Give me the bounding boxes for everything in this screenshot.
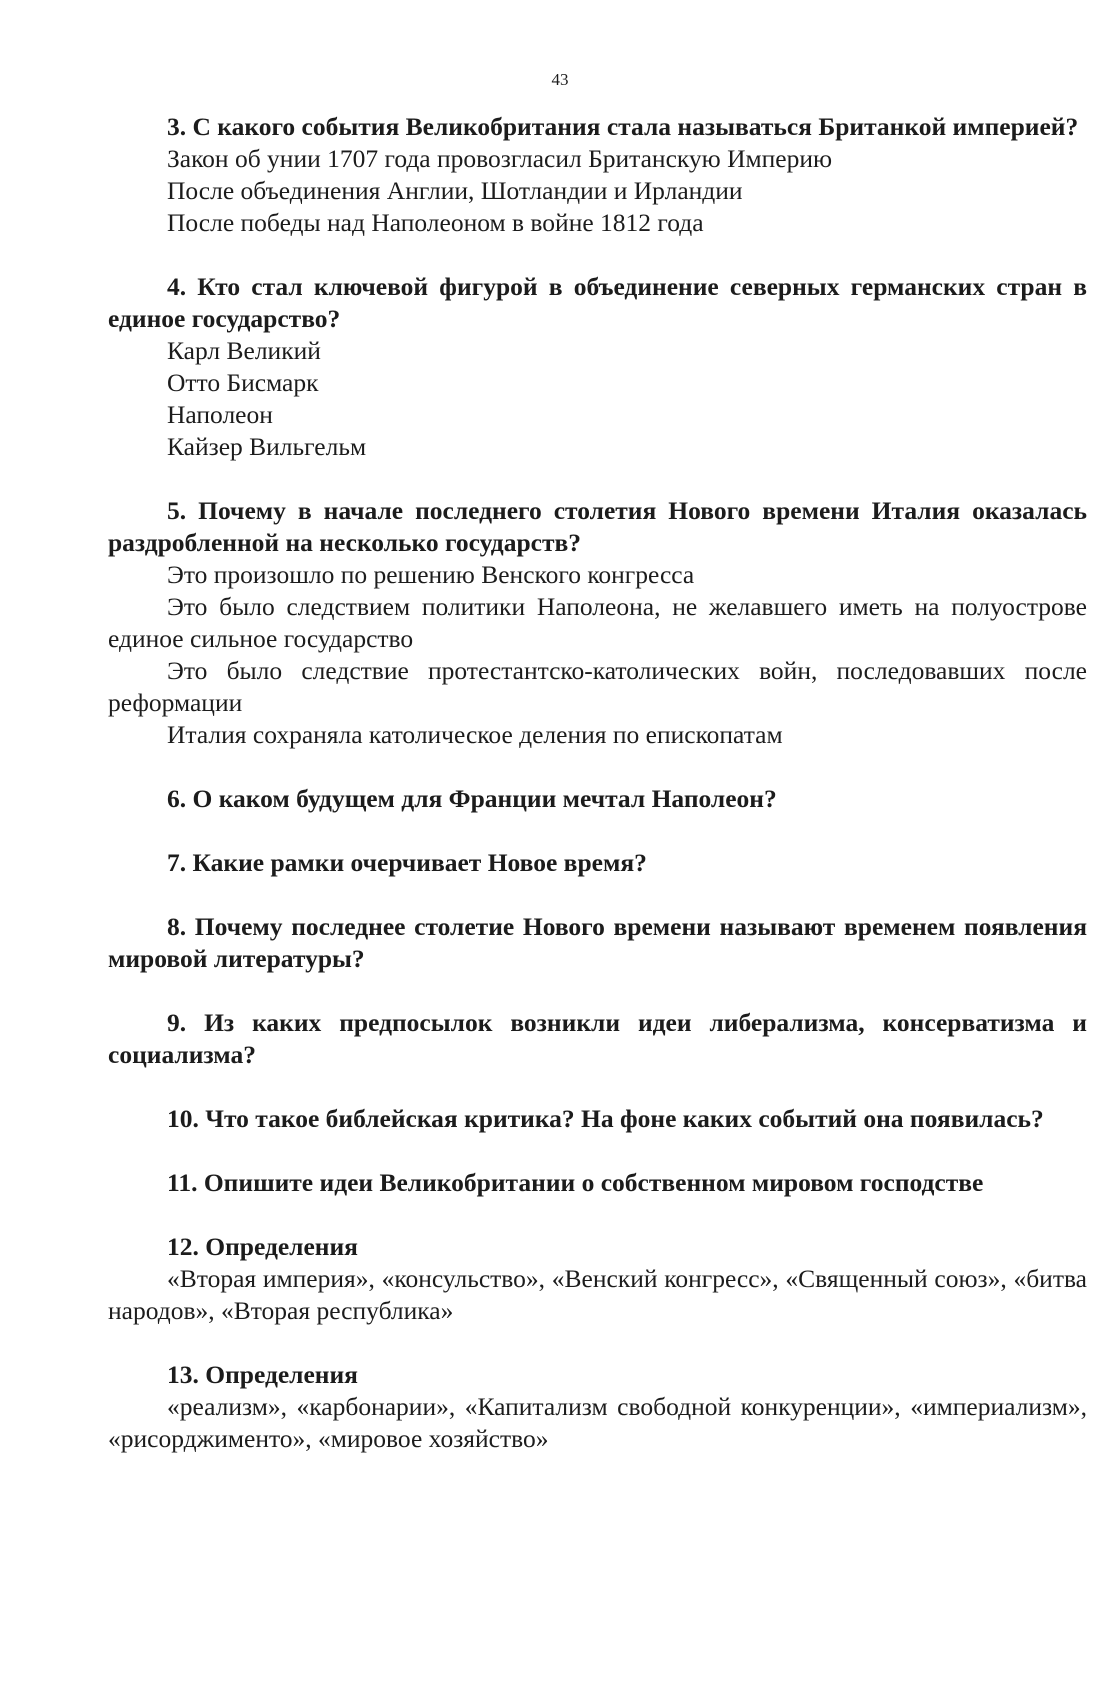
answer-list	[108, 143, 1087, 239]
question-11	[108, 1167, 1087, 1199]
definitions-list: «Вторая империя», «консульство», «Венский конгресс», «Священный союз», «битва народов», «Вторая республика»	[108, 1264, 1087, 1325]
answer-option: Закон об унии 1707 года провозгласил Британскую Империю	[167, 144, 833, 173]
question-title: 8. Почему последнее столетие Нового времени называют временем появления мировой литературы?	[108, 912, 1087, 973]
question-title: 5. Почему в начале последнего столетия Нового времени Италия оказалась раздробленной на несколько государств?	[108, 496, 1087, 557]
answer-option: Кайзер Вильгельм	[167, 432, 367, 461]
question-6	[108, 783, 1087, 815]
answer-option: После объединения Англии, Шотландии и Ирландии	[167, 176, 743, 205]
question-8	[108, 911, 1087, 975]
question-7	[108, 847, 1087, 879]
question-12	[108, 1231, 1087, 1327]
question-title: 11. Опишите идеи Великобритании о собственном мировом господстве	[167, 1168, 984, 1197]
question-title: 7. Какие рамки очерчивает Новое время?	[167, 848, 647, 877]
question-title: 4. Кто стал ключевой фигурой в объединение северных германских стран в единое государство?	[108, 272, 1087, 333]
question-9	[108, 1007, 1087, 1071]
question-4	[108, 271, 1087, 463]
answer-option: Отто Бисмарк	[167, 368, 319, 397]
question-title: 10. Что такое библейская критика? На фоне каких событий она появилась?	[167, 1104, 1044, 1133]
question-title: 12. Определения	[167, 1232, 358, 1261]
definitions-list: «реализм», «карбонарии», «Капитализм свободной конкуренции», «империализм», «рисорджименто», «мировое хозяйство»	[108, 1392, 1087, 1453]
answer-option: Италия сохраняла католическое деления по епископатам	[167, 720, 783, 749]
page-number: 43	[551, 70, 569, 89]
question-title: 13. Определения	[167, 1360, 358, 1389]
answer-option: После победы над Наполеоном в войне 1812 года	[167, 208, 704, 237]
answer-list	[108, 559, 1087, 751]
question-3	[108, 111, 1087, 239]
answer-option: Это было следствие протестантско-католических войн, последовавших после реформации	[108, 656, 1087, 717]
answer-option: Это произошло по решению Венского конгресса	[167, 560, 695, 589]
question-13	[108, 1359, 1087, 1455]
question-title: 6. О каком будущем для Франции мечтал Наполеон?	[167, 784, 777, 813]
question-title: 3. С какого события Великобритания стала называться Британкой империей?	[167, 112, 1079, 141]
answer-option: Наполеон	[167, 400, 273, 429]
answer-list	[108, 335, 1087, 463]
page-content	[108, 111, 1087, 1487]
answer-option: Это было следствием политики Наполеона, не желавшего иметь на полуострове единое сильное государство	[108, 592, 1087, 653]
answer-option: Карл Великий	[167, 336, 321, 365]
question-10	[108, 1103, 1087, 1135]
question-title: 9. Из каких предпосылок возникли идеи либерализма, консерватизма и социализма?	[108, 1008, 1087, 1069]
question-5	[108, 495, 1087, 751]
